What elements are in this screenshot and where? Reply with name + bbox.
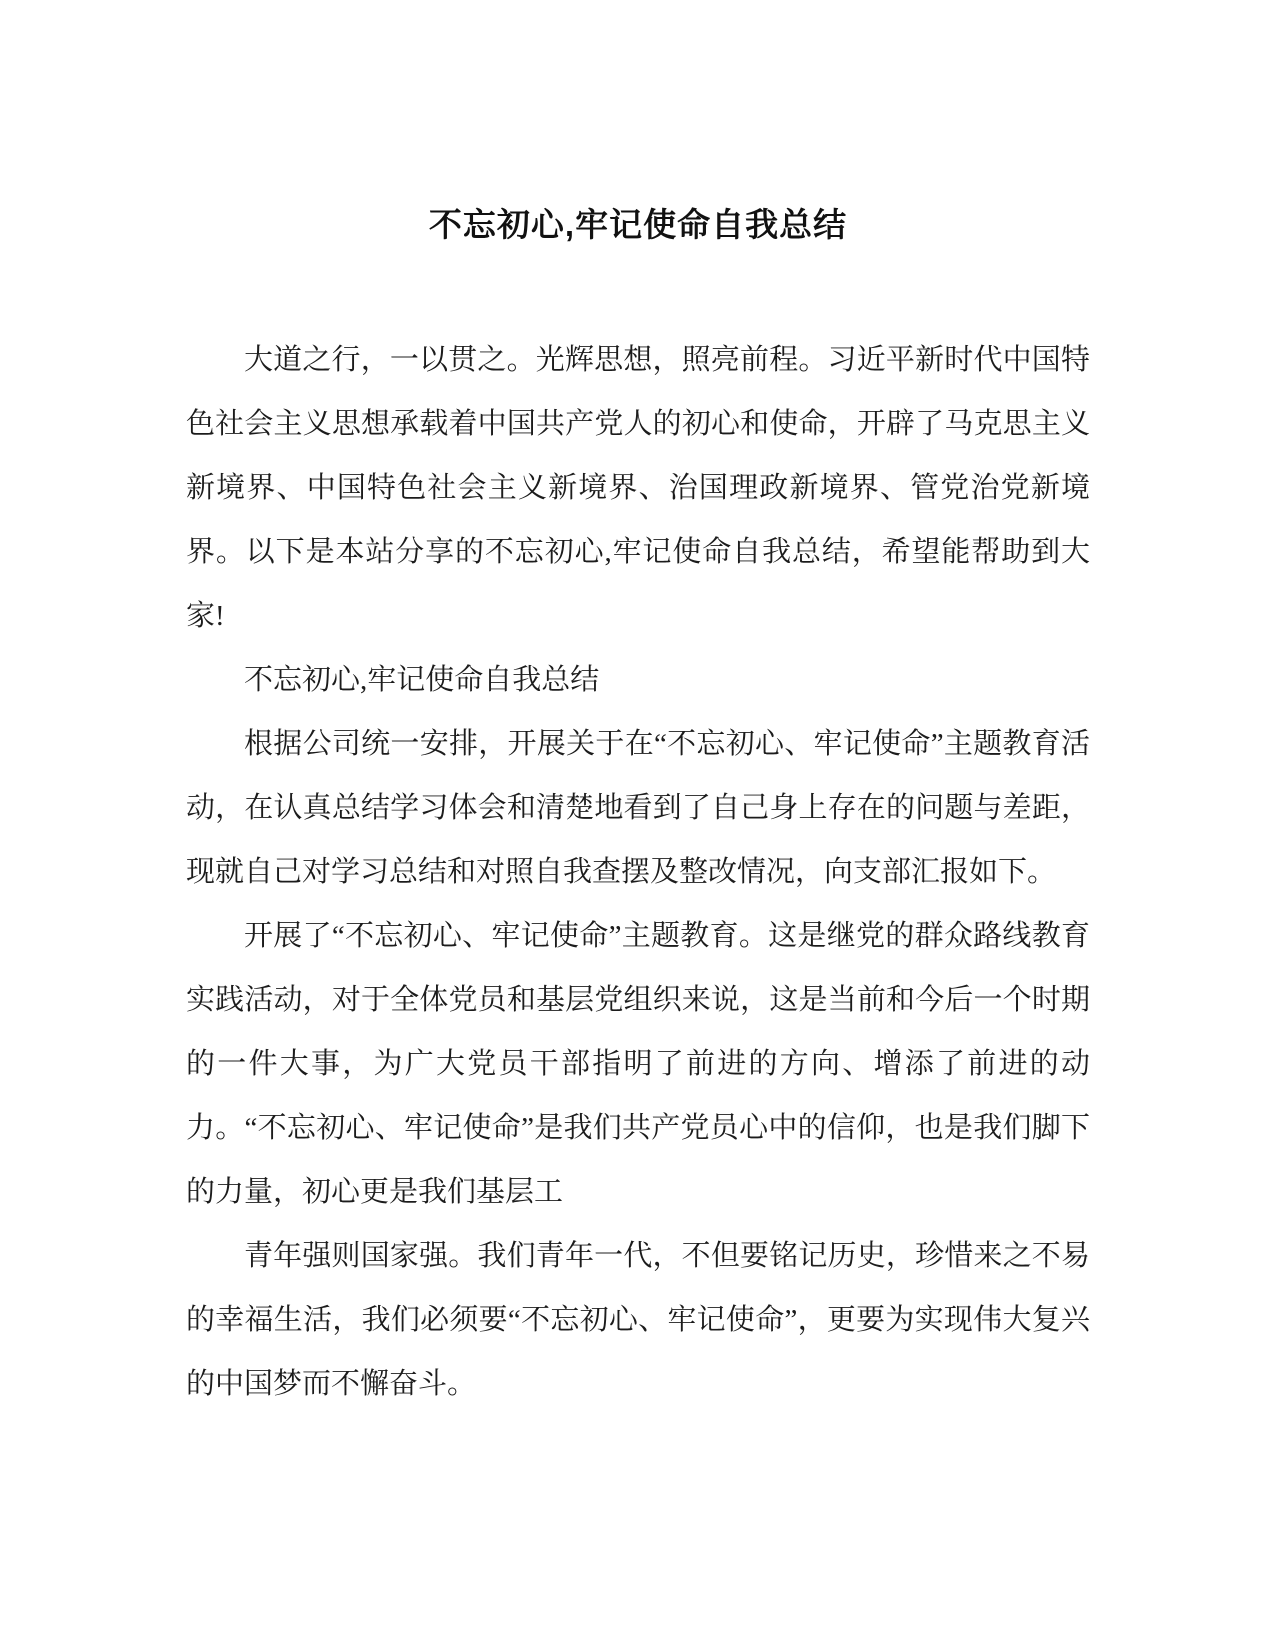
paragraph-youth-closing: 青年强则国家强。我们青年一代，不但要铭记历史，珍惜来之不易的幸福生活，我们必须要“不忘初心、牢记使命”，更要为实现伟大复兴的中国梦而不懈奋斗。 [186,1240,1090,1400]
document-body [186,328,1090,1416]
paragraph-subtitle: 不忘初心,牢记使命自我总结 [244,664,600,696]
document-title: 不忘初心,牢记使命自我总结 [428,206,848,243]
paragraph-theme-education: 开展了“不忘初心、牢记使命”主题教育。这是继党的群众路线教育实践活动，对于全体党员和基层党组织来说，这是当前和今后一个时期的一件大事，为广大党员干部指明了前进的方向、增添了前进的动力。“不忘初心、牢记使命”是我们共产党员心中的信仰，也是我们脚下的力量，初心更是我们基层工 [186,920,1090,1208]
paragraph-report-opening: 根据公司统一安排，开展关于在“不忘初心、牢记使命”主题教育活动，在认真总结学习体会和清楚地看到了自己身上存在的问题与差距，现就自己对学习总结和对照自我查摆及整改情况，向支部汇报如下。 [186,728,1090,888]
paragraph-intro: 大道之行，一以贯之。光辉思想，照亮前程。习近平新时代中国特色社会主义思想承载着中国共产党人的初心和使命，开辟了马克思主义新境界、中国特色社会主义新境界、治国理政新境界、管党治党新境界。以下是本站分享的不忘初心,牢记使命自我总结，希望能帮助到大家! [186,344,1090,632]
